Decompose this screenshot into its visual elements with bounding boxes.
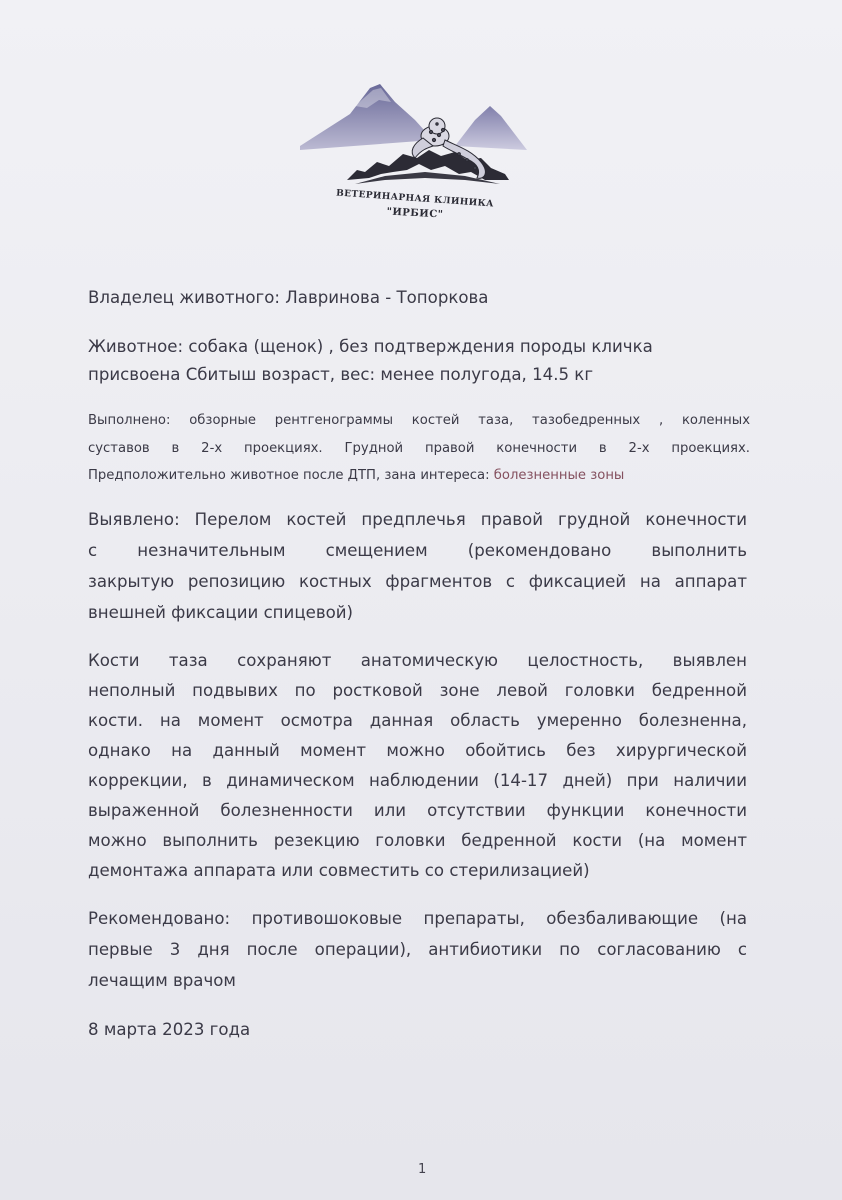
pelvis-line-4: однако на данный момент можно обойтись без хирургической xyxy=(88,741,747,760)
pelvis-line-5: коррекции, в динамическом наблюдении (14-17 дней) при наличии xyxy=(88,771,747,790)
pelvis-line-8: демонтажа аппарата или совместить со стерилизацией) xyxy=(88,861,590,880)
pelvis-line-7: можно выполнить резекцию головки бедренной кости (на момент xyxy=(88,831,747,850)
pelvis-line-2: неполный подвывих по ростковой зоне левой головки бедренной xyxy=(88,681,747,700)
pelvis-line-6: выраженной болезненности или отсутствии функции конечности xyxy=(88,801,747,820)
page-number: 1 xyxy=(418,1162,427,1177)
recommended-line-2: первые 3 дня после операции), антибиотики по согласованию с xyxy=(88,940,747,959)
performed-line-3-text: Предположительно животное после ДТП, зана интереса: xyxy=(88,468,494,483)
mountain-leopard-logo-icon xyxy=(295,80,535,200)
findings-line-4: внешней фиксации спицевой) xyxy=(88,603,354,622)
performed-line-3 xyxy=(88,468,624,483)
findings-line-1: Выявлено: Перелом костей предплечья правой грудной конечности xyxy=(88,510,747,529)
recommended-line-1: Рекомендовано: противошоковые препараты, обезбаливающие (на xyxy=(88,909,747,928)
logo-clinic-name: "ИРБИС" xyxy=(386,206,444,221)
findings-line-3: закрытую репозицию костных фрагментов с фиксацией на аппарат xyxy=(88,572,747,591)
pelvis-line-3: кости. на момент осмотра данная область умеренно болезненна, xyxy=(88,711,747,730)
document-date: 8 марта 2023 года xyxy=(88,1020,251,1039)
recommended-line-3: лечащим врачом xyxy=(88,971,236,990)
logo-clinic-label: ВЕТЕРИНАРНАЯ КЛИНИКА xyxy=(335,188,495,210)
animal-line-1: Животное: собака (щенок) , без подтверждения породы кличка xyxy=(88,337,653,356)
owner-line: Владелец животного: Лавринова - Топоркова xyxy=(88,288,489,307)
performed-line-2: суставов в 2-х проекциях. Грудной правой конечности в 2-х проекциях. xyxy=(88,441,750,456)
performed-line-1: Выполнено: обзорные рентгенограммы костей таза, тазобедренных , коленных xyxy=(88,413,750,428)
animal-line-2: присвоена Сбитыш возраст, вес: менее полугода, 14.5 кг xyxy=(88,365,594,384)
findings-line-2: с незначительным смещением (рекомендовано выполнить xyxy=(88,541,747,560)
performed-highlight: болезненные зоны xyxy=(493,468,625,483)
clinic-logo xyxy=(295,80,535,240)
pelvis-line-1: Кости таза сохраняют анатомическую целостность, выявлен xyxy=(88,651,747,670)
